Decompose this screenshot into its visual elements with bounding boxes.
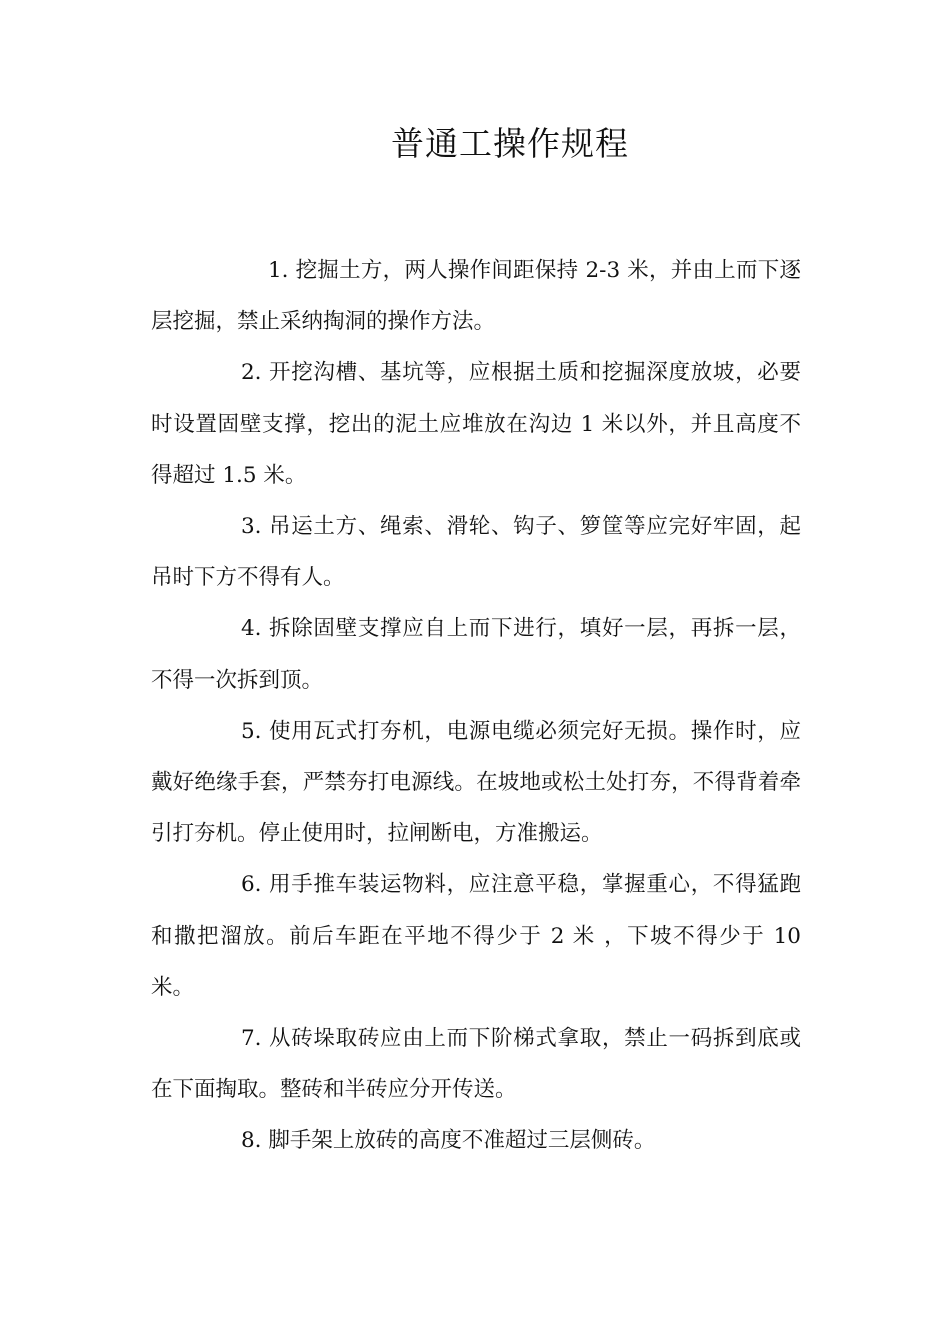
- paragraph-6: 6. 用手推车装运物料，应注意平稳，掌握重心，不得猛跑和撒把溜放。前后车距在平地不得少于 2 米 ，下坡不得少于 10 米。: [151, 872, 801, 1000]
- paragraph-2: 2. 开挖沟槽、基坑等，应根据土质和挖掘深度放坡，必要时设置固壁支撑，挖出的泥土应堆放在沟边 1 米以外，并且高度不得超过 1.5 米。: [151, 360, 801, 488]
- paragraph-7: 7. 从砖垛取砖应由上而下阶梯式拿取，禁止一码拆到底或在下面掏取。整砖和半砖应分开传送。: [151, 1026, 801, 1103]
- paragraph-4: 4. 拆除固壁支撑应自上而下进行，填好一层，再拆一层，不得一次拆到顶。: [151, 616, 801, 693]
- paragraph-3: 3. 吊运土方、绳索、滑轮、钩子、箩筐等应完好牢固，起吊时下方不得有人。: [151, 514, 801, 591]
- paragraph-1: 1. 挖掘土方，两人操作间距保持 2-3 米，并由上而下逐层挖掘，禁止采纳掏洞的操作方法。: [151, 258, 801, 335]
- document-body: [151, 245, 801, 1167]
- paragraph-8: 8. 脚手架上放砖的高度不准超过三层侧砖。: [241, 1128, 656, 1154]
- paragraph-5: 5. 使用瓦式打夯机，电源电缆必须完好无损。操作时，应戴好绝缘手套，严禁夯打电源线。在坡地或松土处打夯，不得背着牵引打夯机。停止使用时，拉闸断电，方准搬运。: [151, 718, 801, 847]
- document-title: 普通工操作规程: [391, 124, 629, 163]
